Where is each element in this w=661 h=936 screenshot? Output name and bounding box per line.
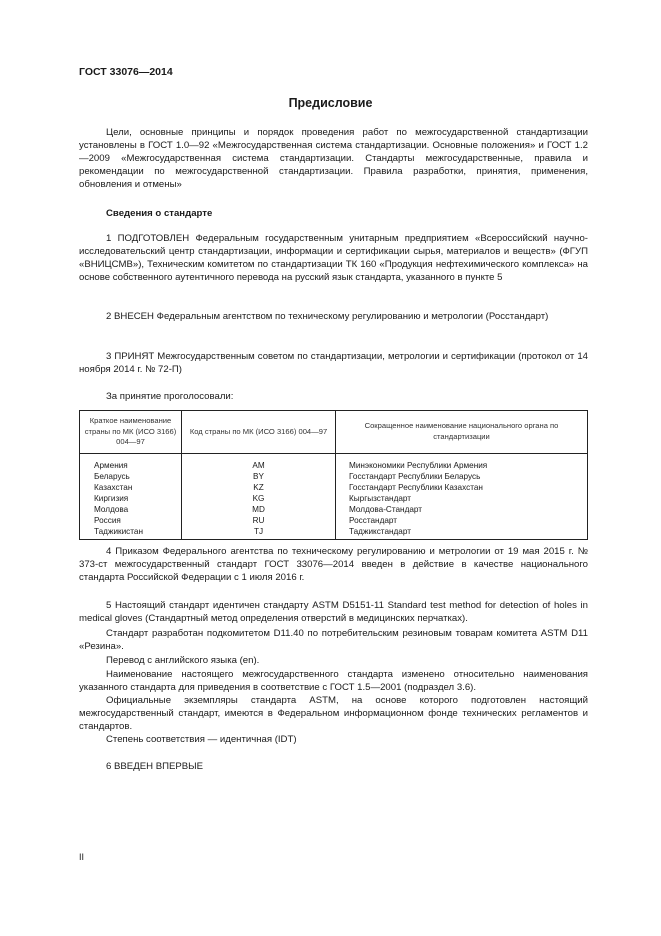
- table-row: [80, 471, 588, 482]
- document-header: ГОСТ 33076—2014: [79, 66, 173, 78]
- country-code: AM: [182, 453, 336, 471]
- intro-paragraph: Цели, основные принципы и порядок проведения работ по межгосударственной стандартизации установлены в ГОСТ 1.0—92 «Межгосударственная система стандартизации. Основные положения» и ГОСТ 1.2—2009 «Межгосударственная система стандартизации. Стандарты межгосударственные, правила и рекомендации по межгосударственной стандартизации. Правила разработки, принятия, применения, обновления и отмены»: [79, 127, 588, 190]
- item-6-paragraph: 6 ВВЕДЕН ВПЕРВЫЕ: [106, 761, 204, 772]
- national-body: Росстандарт: [336, 515, 588, 526]
- info-heading: Сведения о стандарте: [106, 208, 213, 219]
- country-code: MD: [182, 504, 336, 515]
- country-code: TJ: [182, 526, 336, 540]
- country-name: Таджикистан: [80, 526, 182, 540]
- country-code: KZ: [182, 482, 336, 493]
- item-5-translation-paragraph: Перевод с английского языка (en).: [106, 655, 260, 666]
- country-name: Казахстан: [80, 482, 182, 493]
- item-5-developer-paragraph: Стандарт разработан подкомитетом D11.40 по потребительским резиновым товарам комитета ASTM D11 «Резина».: [79, 628, 588, 652]
- item-5-paragraph: 5 Настоящий стандарт идентичен стандарту ASTM D5151-11 Standard test method for detection of holes in medical gloves (Стандартный метод определения отверстий в медицинских перчатках).: [79, 600, 588, 624]
- national-body: Госстандарт Республики Беларусь: [336, 471, 588, 482]
- table-header-row: [80, 411, 588, 454]
- country-name: Россия: [80, 515, 182, 526]
- header-country-name: Краткое наименование страны по МК (ИСО 3166) 004—97: [80, 411, 182, 454]
- table-row: [80, 515, 588, 526]
- page-title: Предисловие: [288, 96, 373, 110]
- table-row: [80, 453, 588, 471]
- national-body: Молдова-Стандарт: [336, 504, 588, 515]
- header-country-code: Код страны по МК (ИСО 3166) 004—97: [182, 411, 336, 454]
- country-name: Беларусь: [80, 471, 182, 482]
- table-row: [80, 526, 588, 540]
- country-name: Киргизия: [80, 493, 182, 504]
- country-code: RU: [182, 515, 336, 526]
- table-row: [80, 504, 588, 515]
- table-row: [80, 482, 588, 493]
- voting-table: [79, 410, 588, 540]
- national-body: Кыргызстандарт: [336, 493, 588, 504]
- country-code: BY: [182, 471, 336, 482]
- item-2-paragraph: 2 ВНЕСЕН Федеральным агентством по техническому регулированию и метрологии (Росстандарт): [106, 311, 549, 322]
- item-3-paragraph: 3 ПРИНЯТ Межгосударственным советом по стандартизации, метрологии и сертификации (протокол от 14 ноября 2014 г. № 72-П): [79, 351, 588, 375]
- item-1-paragraph: 1 ПОДГОТОВЛЕН Федеральным государственным унитарным предприятием «Всероссийский научно-исследовательский центр стандартизации, информации и сертификации сырья, материалов и веществ» (ФГУП «ВНИЦСМВ»), Техническим комитетом по стандартизации ТК 160 «Продукция нефтехимического комплекса» на основе собственного аутентичного перевода на русский язык стандарта, указанного в пункте 5: [79, 233, 588, 283]
- header-national-body: Сокращенное наименование национального органа по стандартизации: [336, 411, 588, 454]
- national-body: Минэкономики Республики Армения: [336, 453, 588, 471]
- national-body: Госстандарт Республики Казахстан: [336, 482, 588, 493]
- item-4-paragraph: 4 Приказом Федерального агентства по техническому регулированию и метрологии от 19 мая 2015 г. № 373-ст межгосударственный стандарт ГОСТ 33076—2014 введен в действие в качестве национального стандарта Российской Федерации с 1 июля 2016 г.: [79, 546, 588, 583]
- country-name: Армения: [80, 453, 182, 471]
- table-row: [80, 493, 588, 504]
- country-name: Молдова: [80, 504, 182, 515]
- page-number: II: [79, 852, 85, 862]
- item-5-name-change-paragraph: Наименование настоящего межгосударственного стандарта изменено относительно наименования указанного стандарта для приведения в соответствие с ГОСТ 1.5—2001 (подраздел 3.6).: [79, 669, 588, 693]
- item-5-conformity-paragraph: Степень соответствия — идентичная (IDT): [106, 734, 297, 745]
- national-body: Таджикстандарт: [336, 526, 588, 540]
- voted-label: За принятие проголосовали:: [106, 391, 234, 402]
- country-code: KG: [182, 493, 336, 504]
- item-5-official-copies-paragraph: Официальные экземпляры стандарта ASTM, на основе которого подготовлен настоящий межгосударственный стандарт, имеются в Федеральном информационном фонде технических регламентов и стандартов.: [79, 695, 588, 732]
